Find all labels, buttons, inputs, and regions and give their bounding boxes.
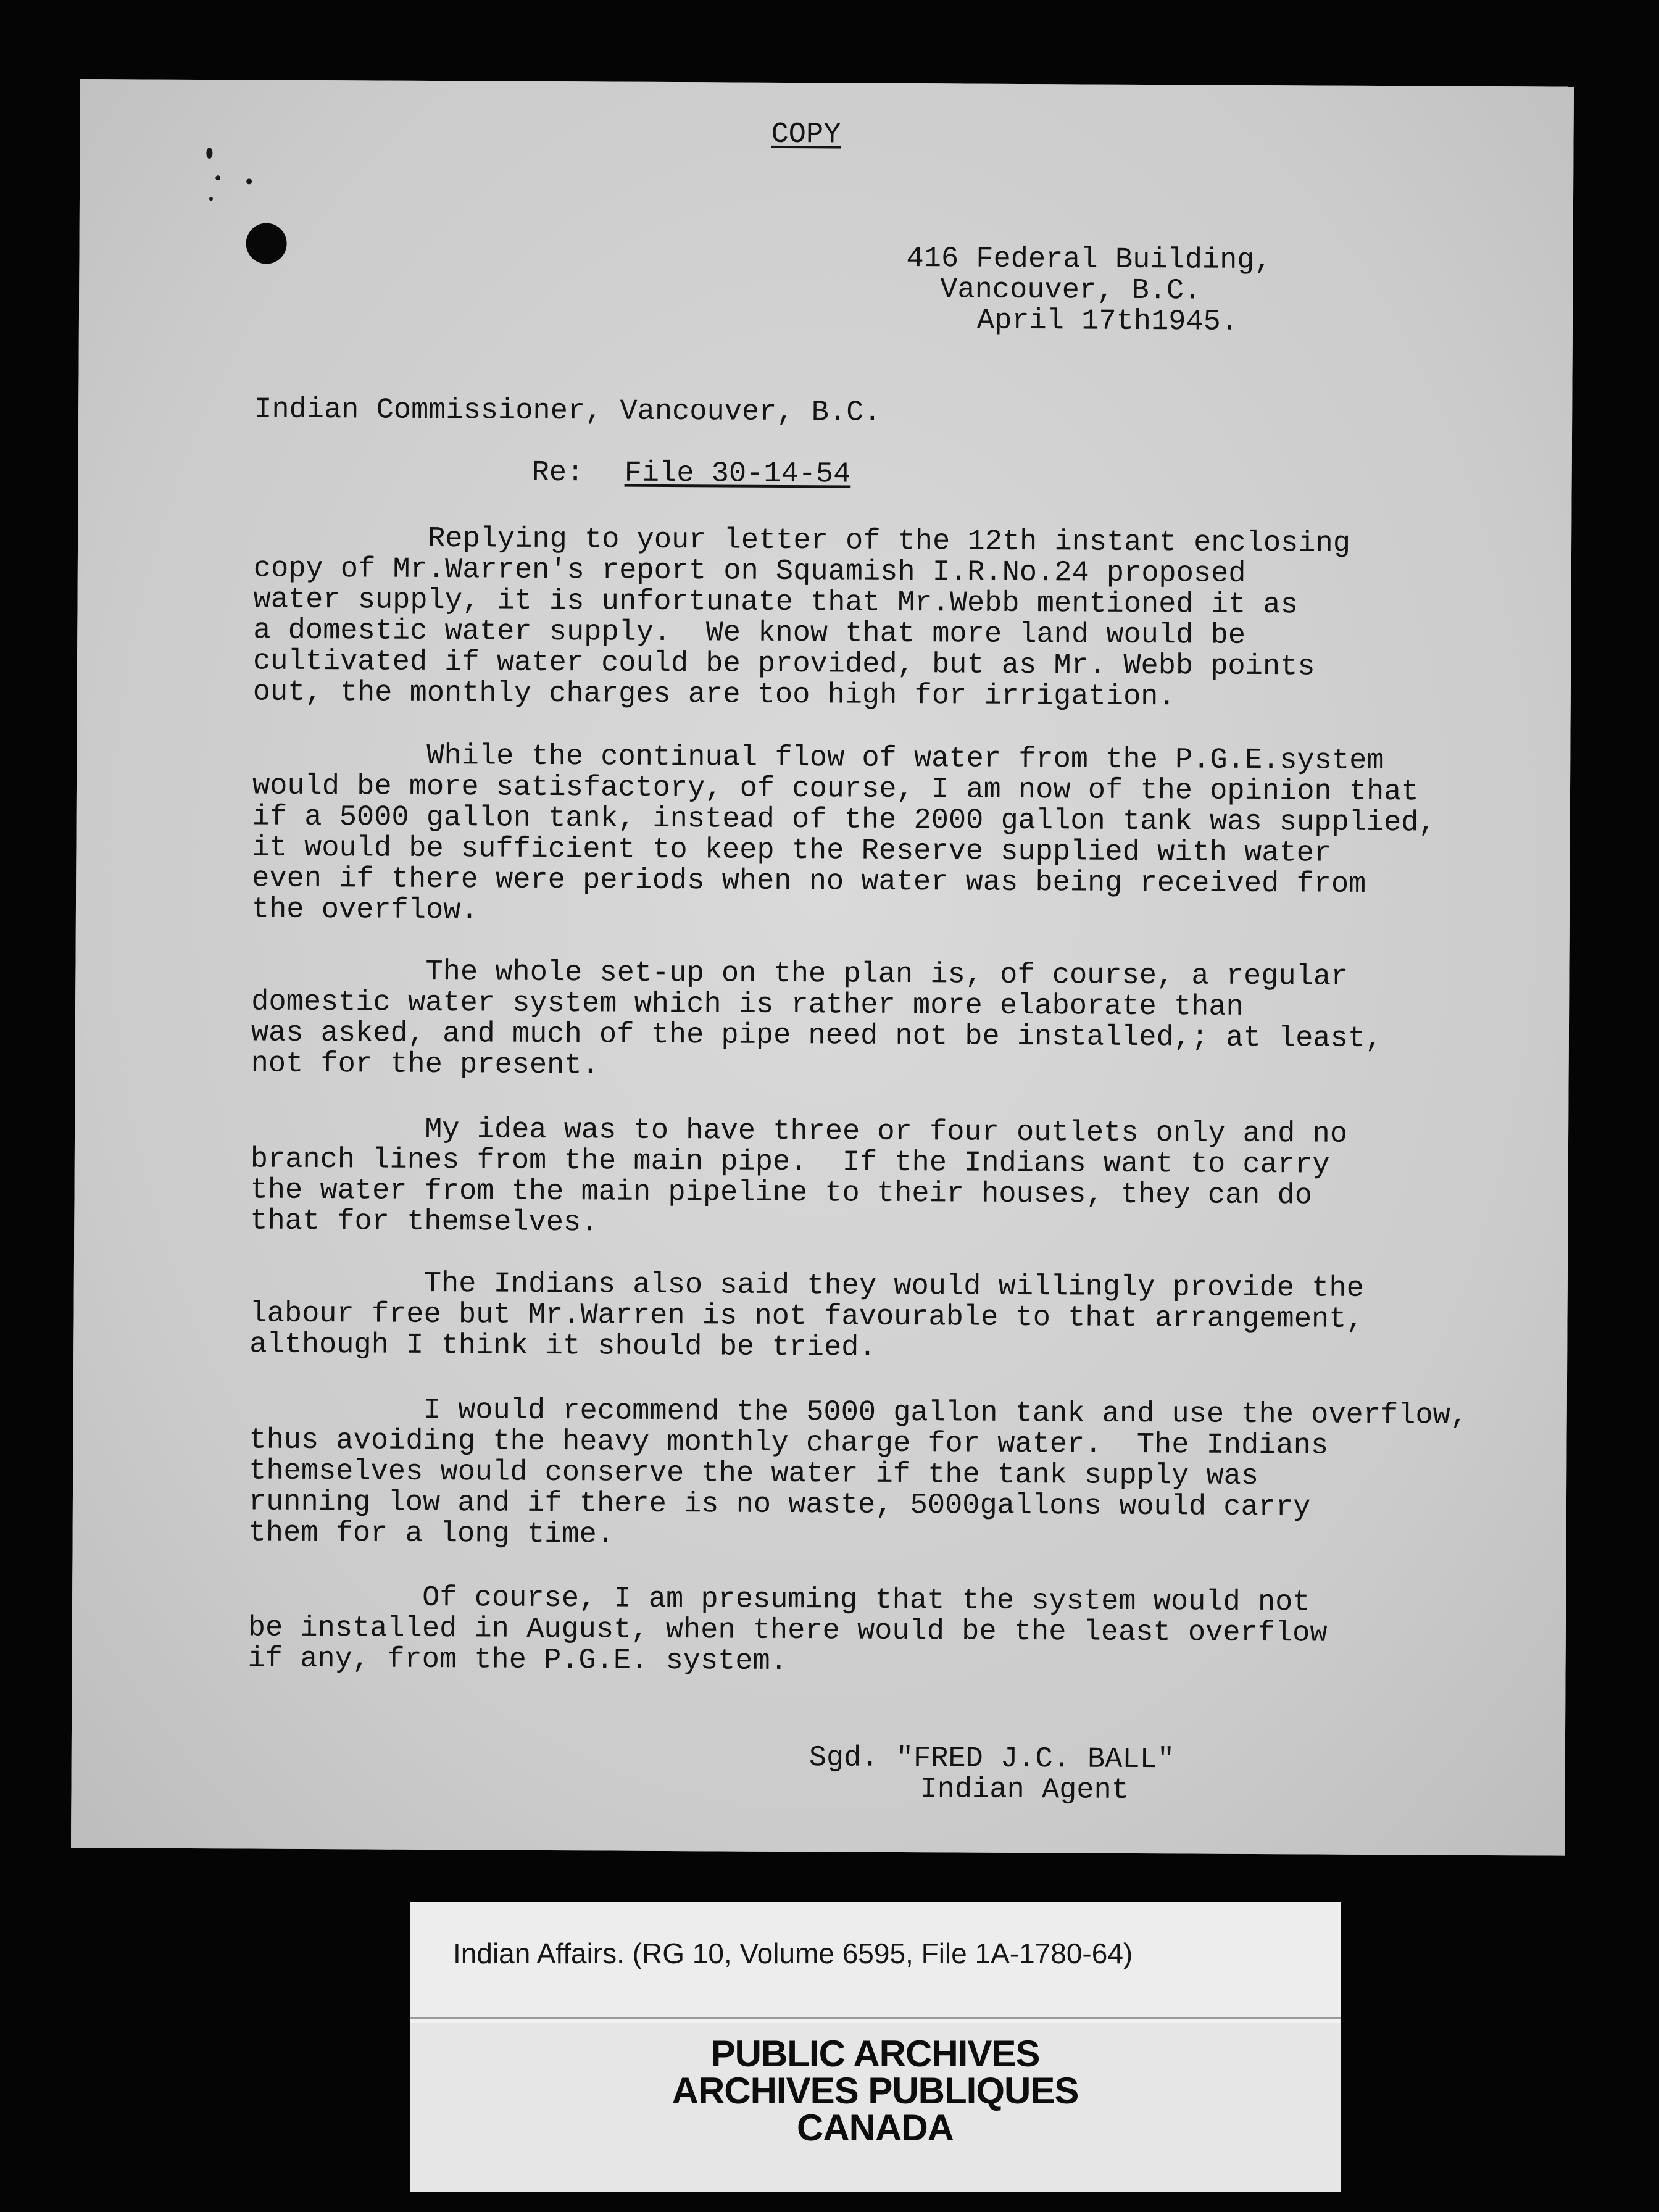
text-line: water supply, it is unfortunate that Mr.Webb mentioned it as — [253, 583, 1298, 622]
text-line: cultivated if water could be provided, but as Mr. Webb points — [252, 645, 1315, 684]
text-line: While the continual flow of water from the P.G.E.system — [252, 739, 1384, 778]
copy-heading: COPY — [771, 118, 841, 152]
speck — [209, 197, 213, 201]
text-line: labour free but Mr.Warren is not favourable to that arrangement, — [249, 1297, 1364, 1336]
address-line: 416 Federal Building, — [906, 243, 1272, 278]
stamp-line: ARCHIVES PUBLIQUES — [672, 2070, 1079, 2111]
address-line: Vancouver, B.C. — [940, 273, 1202, 308]
text-line: My idea was to have three or four outlets only and no — [250, 1112, 1348, 1151]
paragraph — [249, 1268, 1546, 1367]
archive-stamp — [410, 2023, 1341, 2192]
text-line: if a 5000 gallon tank, instead of the 2000 gallon tank was supplied, — [252, 800, 1436, 840]
archive-reference: Indian Affairs. (RG 10, Volume 6595, File 1A-1780-64) — [453, 1937, 1133, 1969]
signature: Sgd. "FRED J.C. BALL" — [809, 1742, 1175, 1777]
text-line: I would recommend the 5000 gallon tank and use the overflow, — [249, 1393, 1468, 1432]
text-line: even if there were periods when no water was being received from — [252, 862, 1366, 901]
reference-strip — [410, 1902, 1341, 2019]
text-line: out, the monthly charges are too high for irrigation. — [252, 676, 1176, 714]
text-line: would be more satisfactory, of course, I am now of the opinion that — [252, 770, 1419, 809]
text-line: copy of Mr.Warren's report on Squamish I.R.No.24 proposed — [253, 552, 1246, 591]
text-line: Of course, I am presuming that the system would not — [247, 1581, 1310, 1620]
text-line: was asked, and much of the pipe need not be installed,; at least, — [251, 1017, 1383, 1056]
archive-label — [410, 1902, 1341, 2192]
text-line: although I think it should be tried. — [249, 1328, 876, 1365]
file-reference: File 30-14-54 — [624, 457, 851, 491]
stamp-line: CANADA — [797, 2107, 954, 2148]
stamp-line: PUBLIC ARCHIVES — [710, 2033, 1040, 2074]
speck — [215, 175, 220, 180]
paragraph — [251, 956, 1548, 1086]
text-line: themselves would conserve the water if the tank supply was — [249, 1455, 1259, 1494]
recipient: Indian Commissioner, Vancouver, B.C. — [254, 393, 881, 430]
punch-hole — [246, 223, 286, 264]
speck — [206, 148, 212, 159]
text-line: not for the present. — [251, 1047, 599, 1083]
text-line: running low and if there is no waste, 5000gallons would carry — [248, 1486, 1311, 1524]
text-line: The Indians also said they would willingly provide the — [249, 1266, 1364, 1305]
paragraph — [249, 1394, 1545, 1555]
text-line: them for a long time. — [248, 1516, 615, 1552]
speck — [246, 178, 252, 184]
text-line: the overflow. — [251, 893, 478, 928]
text-line: a domestic water supply. We know that more land would be — [253, 614, 1246, 652]
paragraph — [252, 740, 1549, 932]
text-line: domestic water system which is rather more elaborate than — [251, 986, 1244, 1024]
text-line: thus avoiding the heavy monthly charge for water. The Indians — [249, 1424, 1329, 1463]
text-line: branch lines from the main pipe. If the Indians want to carry — [250, 1143, 1330, 1182]
text-line: it would be sufficient to keep the Reserve supplied with water — [252, 831, 1332, 870]
text-line: the water from the main pipeline to their houses, they can do — [250, 1174, 1313, 1213]
signature-title: Indian Agent — [920, 1773, 1129, 1807]
paragraph — [247, 1582, 1544, 1681]
re-label: Re: — [531, 456, 584, 490]
letter-date: April 17th1945. — [976, 304, 1239, 339]
text-line: Replying to your letter of the 12th instant enclosing — [253, 522, 1351, 560]
letter-page — [71, 79, 1574, 1856]
paragraph — [253, 523, 1550, 715]
text-line: that for themselves. — [250, 1205, 599, 1240]
text-line: be installed in August, when there would be the least overflow — [247, 1611, 1328, 1650]
paragraph — [250, 1113, 1547, 1244]
text-line: The whole set-up on the plan is, of course, a regular — [251, 955, 1349, 994]
text-line: if any, from the P.G.E. system. — [247, 1642, 788, 1679]
